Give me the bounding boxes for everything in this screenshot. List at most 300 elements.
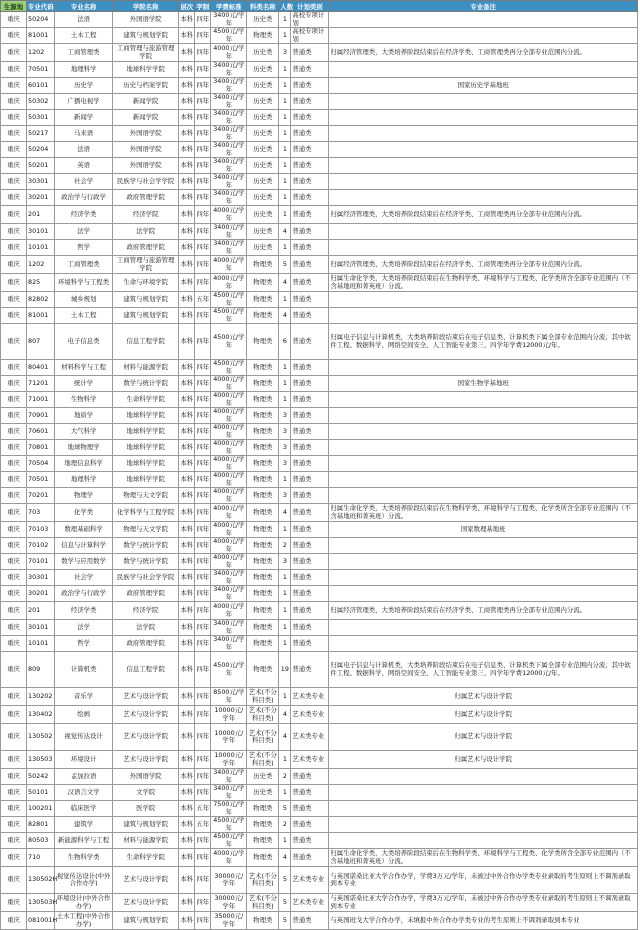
cell-remarks	[329, 538, 638, 554]
table-row[interactable]	[1, 28, 638, 44]
cell-major-code: 50302	[27, 94, 55, 110]
cell-major-code: 60101	[27, 78, 55, 94]
cell-level: 本科	[179, 174, 195, 190]
cell-major-name: 新闻学	[55, 110, 113, 126]
cell-subject-category: 历史类	[247, 94, 279, 110]
cell-level: 本科	[179, 308, 195, 324]
cell-subject-category: 物理类	[247, 488, 279, 504]
cell-remarks	[329, 554, 638, 570]
table-row[interactable]	[1, 636, 638, 652]
header-remarks[interactable]: 专业备注	[329, 1, 638, 12]
cell-quota: 1	[279, 360, 291, 376]
cell-origin: 重庆	[1, 142, 27, 158]
table-row[interactable]	[1, 801, 638, 817]
cell-remarks: 归属经济管理类，大类培养阶段结束后在经济学类、工商管理类再分全部专业范围内分流。	[329, 206, 638, 224]
cell-remarks	[329, 240, 638, 256]
cell-duration: 四年	[195, 570, 211, 586]
cell-subject-category: 物理类	[247, 849, 279, 867]
cell-origin: 重庆	[1, 586, 27, 602]
cell-plan-type: 艺术类专业	[291, 894, 329, 912]
cell-major-code: 50217	[27, 126, 55, 142]
table-row[interactable]	[1, 620, 638, 636]
cell-level: 本科	[179, 785, 195, 801]
cell-quota: 1	[279, 174, 291, 190]
cell-tuition: 4000元/学年	[211, 488, 247, 504]
cell-plan-type: 普通类	[291, 174, 329, 190]
table-row[interactable]	[1, 240, 638, 256]
cell-subject-category: 物理类	[247, 274, 279, 292]
cell-remarks: 与英国班戈大学合作办学，未填报中外合作办学类专业的考生原则上不调剂录取到本专业	[329, 912, 638, 930]
cell-major-code: 71001	[27, 392, 55, 408]
cell-major-name: 材料科学与工程	[55, 360, 113, 376]
table-row[interactable]	[1, 126, 638, 142]
cell-level: 本科	[179, 620, 195, 636]
cell-college-name: 建筑与规划学院	[113, 28, 179, 44]
cell-quota: 1	[279, 206, 291, 224]
cell-tuition: 4000元/学年	[211, 504, 247, 522]
cell-origin: 重庆	[1, 360, 27, 376]
cell-major-name: 生物科学类	[55, 849, 113, 867]
cell-level: 本科	[179, 894, 195, 912]
cell-major-code: 130402	[27, 706, 55, 724]
header-tuition[interactable]: 学费标准	[211, 1, 247, 12]
cell-duration: 四年	[195, 274, 211, 292]
table-row[interactable]	[1, 912, 638, 930]
table-row[interactable]	[1, 724, 638, 751]
header-origin[interactable]: 生源地	[1, 1, 27, 12]
cell-origin: 重庆	[1, 636, 27, 652]
cell-plan-type: 普通类	[291, 849, 329, 867]
cell-level: 本科	[179, 724, 195, 751]
cell-duration: 四年	[195, 652, 211, 688]
cell-major-name: 生物科学	[55, 392, 113, 408]
cell-college-name: 艺术与设计学院	[113, 706, 179, 724]
table-row[interactable]	[1, 408, 638, 424]
table-row[interactable]	[1, 256, 638, 274]
table-row[interactable]	[1, 174, 638, 190]
cell-origin: 重庆	[1, 912, 27, 930]
cell-subject-category: 物理类	[247, 472, 279, 488]
cell-plan-type: 普通类	[291, 94, 329, 110]
cell-remarks	[329, 636, 638, 652]
cell-quota: 1	[279, 28, 291, 44]
cell-major-code: 130503	[27, 751, 55, 769]
cell-tuition: 30000元/学年	[211, 867, 247, 894]
cell-major-code: 130502	[27, 724, 55, 751]
table-row[interactable]	[1, 554, 638, 570]
cell-plan-type: 普通类	[291, 586, 329, 602]
header-duration[interactable]: 学制	[196, 2, 210, 11]
cell-major-code: 825	[27, 274, 55, 292]
cell-duration: 四年	[195, 586, 211, 602]
table-row[interactable]	[1, 652, 638, 688]
cell-origin: 重庆	[1, 504, 27, 522]
cell-duration: 五年	[195, 801, 211, 817]
cell-college-name: 政府管理学院	[113, 636, 179, 652]
cell-duration: 四年	[195, 488, 211, 504]
cell-subject-category: 物理类	[247, 636, 279, 652]
table-row[interactable]	[1, 817, 638, 833]
cell-major-name: 地理科学	[55, 62, 113, 78]
header-subject-category[interactable]: 科类名称	[247, 1, 279, 12]
table-row[interactable]	[1, 110, 638, 126]
cell-subject-category: 物理类	[247, 652, 279, 688]
cell-subject-category: 物理类	[247, 392, 279, 408]
cell-college-name: 地球科学学院	[113, 62, 179, 78]
cell-duration: 四年	[195, 158, 211, 174]
cell-origin: 重庆	[1, 456, 27, 472]
cell-major-code: 201	[27, 206, 55, 224]
cell-quota: 4	[279, 724, 291, 751]
cell-tuition: 4000元/学年	[211, 274, 247, 292]
table-row[interactable]	[1, 894, 638, 912]
cell-college-name: 新闻学院	[113, 110, 179, 126]
cell-duration: 四年	[195, 94, 211, 110]
cell-tuition: 3400元/学年	[211, 78, 247, 94]
cell-origin: 重庆	[1, 751, 27, 769]
table-header	[1, 1, 638, 12]
cell-duration: 四年	[195, 472, 211, 488]
cell-level: 本科	[179, 12, 195, 28]
cell-level: 本科	[179, 158, 195, 174]
cell-remarks	[329, 785, 638, 801]
cell-tuition: 10000元/学年	[211, 751, 247, 769]
table-row[interactable]	[1, 224, 638, 240]
cell-subject-category: 历史类	[247, 126, 279, 142]
cell-level: 本科	[179, 376, 195, 392]
cell-plan-type: 普通类	[291, 440, 329, 456]
cell-subject-category: 物理类	[247, 538, 279, 554]
cell-tuition: 4000元/学年	[211, 376, 247, 392]
cell-major-name: 土木工程(中外合作办学)	[55, 912, 113, 930]
table-row[interactable]	[1, 785, 638, 801]
cell-level: 本科	[179, 62, 195, 78]
cell-tuition: 3400元/学年	[211, 769, 247, 785]
cell-origin: 重庆	[1, 894, 27, 912]
cell-remarks	[329, 190, 638, 206]
cell-major-name: 孟加拉语	[55, 769, 113, 785]
cell-level: 本科	[179, 28, 195, 44]
cell-level: 本科	[179, 224, 195, 240]
cell-tuition: 3400元/学年	[211, 240, 247, 256]
cell-major-name: 土木工程	[55, 28, 113, 44]
cell-major-name: 法语	[55, 12, 113, 28]
cell-tuition: 3400元/学年	[211, 586, 247, 602]
cell-major-name: 大气科学	[55, 424, 113, 440]
cell-major-code: 81001	[27, 308, 55, 324]
cell-remarks: 归属经济管理类，大类培养阶段结束后在经济学类、工商管理类再分全部专业范围内分流。	[329, 256, 638, 274]
cell-major-code: 70901	[27, 408, 55, 424]
table-row[interactable]	[1, 12, 638, 28]
table-row[interactable]	[1, 769, 638, 785]
cell-duration: 四年	[195, 126, 211, 142]
cell-origin: 重庆	[1, 724, 27, 751]
table-row[interactable]	[1, 324, 638, 360]
cell-duration: 四年	[195, 912, 211, 930]
cell-plan-type: 普通类	[291, 424, 329, 440]
cell-duration: 四年	[195, 706, 211, 724]
cell-level: 本科	[179, 424, 195, 440]
cell-subject-category: 历史类	[247, 224, 279, 240]
cell-remarks	[329, 360, 638, 376]
cell-major-code: 201	[27, 602, 55, 620]
cell-tuition: 8500元/学年	[211, 688, 247, 706]
table-row[interactable]	[1, 274, 638, 292]
cell-origin: 重庆	[1, 538, 27, 554]
cell-college-name: 数学与统计学院	[113, 538, 179, 554]
cell-remarks	[329, 408, 638, 424]
cell-college-name: 外国语学院	[113, 769, 179, 785]
table-row[interactable]	[1, 849, 638, 867]
table-row[interactable]	[1, 292, 638, 308]
cell-tuition: 4000元/学年	[211, 456, 247, 472]
cell-subject-category: 物理类	[247, 28, 279, 44]
table-row[interactable]	[1, 190, 638, 206]
table-row[interactable]	[1, 472, 638, 488]
header-quota[interactable]: 人数	[280, 2, 294, 11]
table-row[interactable]	[1, 570, 638, 586]
cell-subject-category: 物理类	[247, 586, 279, 602]
cell-major-code: 1202	[27, 44, 55, 62]
cell-college-name: 生命与环境学院	[113, 274, 179, 292]
cell-college-name: 数学与统计学院	[113, 376, 179, 392]
cell-college-name: 艺术与设计学院	[113, 724, 179, 751]
cell-plan-type: 普通类	[291, 538, 329, 554]
cell-major-name: 信息与计算科学	[55, 538, 113, 554]
table-row[interactable]	[1, 751, 638, 769]
cell-major-code: 30201	[27, 190, 55, 206]
cell-college-name: 艺术与设计学院	[113, 867, 179, 894]
table-row[interactable]	[1, 78, 638, 94]
cell-duration: 四年	[195, 894, 211, 912]
cell-quota: 5	[279, 867, 291, 894]
cell-remarks: 国家生物学基地班	[329, 376, 638, 392]
table-row[interactable]	[1, 308, 638, 324]
cell-origin: 重庆	[1, 602, 27, 620]
cell-college-name: 政府管理学院	[113, 586, 179, 602]
table-row[interactable]	[1, 706, 638, 724]
cell-college-name: 法学院	[113, 224, 179, 240]
table-row[interactable]	[1, 158, 638, 174]
cell-remarks: 归属生命化学类，大类培养阶段结束后在生物科学类、环境科学与工程类、化学类所含全部专业范围内（不含基地班和菁英班）分流。	[329, 274, 638, 292]
cell-quota: 1	[279, 292, 291, 308]
cell-subject-category: 历史类	[247, 240, 279, 256]
table-row[interactable]	[1, 833, 638, 849]
cell-major-name: 环境科学与工程类	[55, 274, 113, 292]
cell-tuition: 30000元/学年	[211, 894, 247, 912]
cell-level: 本科	[179, 206, 195, 224]
table-row[interactable]	[1, 360, 638, 376]
cell-level: 本科	[179, 274, 195, 292]
cell-tuition: 4000元/学年	[211, 602, 247, 620]
cell-subject-category: 物理类	[247, 456, 279, 472]
cell-duration: 四年	[195, 724, 211, 751]
header-major-code[interactable]: 专业代码	[28, 2, 54, 11]
cell-tuition: 4000元/学年	[211, 392, 247, 408]
cell-duration: 四年	[195, 324, 211, 360]
cell-major-code: 130502H	[27, 867, 55, 894]
cell-level: 本科	[179, 538, 195, 554]
cell-quota: 1	[279, 688, 291, 706]
cell-origin: 重庆	[1, 308, 27, 324]
cell-tuition: 3400元/学年	[211, 620, 247, 636]
cell-quota: 1	[279, 78, 291, 94]
cell-origin: 重庆	[1, 256, 27, 274]
table-row[interactable]	[1, 440, 638, 456]
cell-remarks	[329, 456, 638, 472]
cell-level: 本科	[179, 817, 195, 833]
cell-remarks	[329, 620, 638, 636]
cell-college-name: 外国语学院	[113, 126, 179, 142]
header-level[interactable]: 层次	[180, 2, 194, 11]
cell-plan-type: 普通类	[291, 652, 329, 688]
cell-college-name: 艺术与设计学院	[113, 894, 179, 912]
cell-subject-category: 物理类	[247, 833, 279, 849]
cell-major-name: 社会学	[55, 570, 113, 586]
cell-major-name: 社会学	[55, 174, 113, 190]
cell-plan-type: 普通类	[291, 240, 329, 256]
table-row[interactable]	[1, 586, 638, 602]
cell-remarks: 国家数理基地班	[329, 522, 638, 538]
cell-plan-type: 普通类	[291, 190, 329, 206]
cell-subject-category: 物理类	[247, 408, 279, 424]
table-row[interactable]	[1, 94, 638, 110]
table-row[interactable]	[1, 62, 638, 78]
header-plan-type[interactable]: 计划类别	[291, 1, 329, 12]
cell-college-name: 建筑与规划学院	[113, 292, 179, 308]
cell-major-code: 809	[27, 652, 55, 688]
cell-level: 本科	[179, 570, 195, 586]
cell-tuition: 3400元/学年	[211, 785, 247, 801]
cell-duration: 四年	[195, 360, 211, 376]
cell-plan-type: 普通类	[291, 833, 329, 849]
cell-level: 本科	[179, 849, 195, 867]
cell-origin: 重庆	[1, 190, 27, 206]
cell-major-name: 电子信息类	[55, 324, 113, 360]
table-row[interactable]	[1, 538, 638, 554]
cell-origin: 重庆	[1, 174, 27, 190]
cell-college-name: 建筑与规划学院	[113, 912, 179, 930]
cell-duration: 四年	[195, 751, 211, 769]
cell-subject-category: 历史类	[247, 190, 279, 206]
cell-level: 本科	[179, 360, 195, 376]
cell-major-name: 物理学	[55, 488, 113, 504]
cell-origin: 重庆	[1, 110, 27, 126]
cell-major-name: 广播电视学	[55, 94, 113, 110]
cell-plan-type: 普通类	[291, 769, 329, 785]
table-row[interactable]	[1, 867, 638, 894]
table-row[interactable]	[1, 142, 638, 158]
cell-major-code: 30301	[27, 174, 55, 190]
cell-quota: 5	[279, 912, 291, 930]
cell-plan-type: 普通类	[291, 602, 329, 620]
cell-tuition: 4000元/学年	[211, 424, 247, 440]
table-row[interactable]	[1, 376, 638, 392]
cell-quota: 1	[279, 833, 291, 849]
cell-quota: 3	[279, 424, 291, 440]
cell-subject-category: 物理类	[247, 801, 279, 817]
cell-tuition: 4000元/学年	[211, 256, 247, 274]
cell-tuition: 4000元/学年	[211, 554, 247, 570]
cell-origin: 重庆	[1, 440, 27, 456]
table-row[interactable]	[1, 688, 638, 706]
table-row[interactable]	[1, 206, 638, 224]
cell-origin: 重庆	[1, 240, 27, 256]
cell-major-code: 10101	[27, 636, 55, 652]
cell-tuition: 3400元/学年	[211, 570, 247, 586]
table-row[interactable]	[1, 424, 638, 440]
cell-major-name: 数理基础科学	[55, 522, 113, 538]
cell-origin: 重庆	[1, 706, 27, 724]
cell-college-name: 历史与档案学院	[113, 78, 179, 94]
cell-tuition: 4500元/学年	[211, 360, 247, 376]
table-row[interactable]	[1, 488, 638, 504]
cell-remarks	[329, 392, 638, 408]
cell-duration: 五年	[195, 292, 211, 308]
cell-tuition: 4500元/学年	[211, 817, 247, 833]
cell-major-name: 法学	[55, 620, 113, 636]
cell-quota: 1	[279, 110, 291, 126]
cell-plan-type: 普通类	[291, 158, 329, 174]
table-row[interactable]	[1, 392, 638, 408]
cell-quota: 5	[279, 894, 291, 912]
cell-duration: 四年	[195, 240, 211, 256]
cell-quota: 3	[279, 440, 291, 456]
cell-origin: 重庆	[1, 801, 27, 817]
cell-major-code: 081001H	[27, 912, 55, 930]
cell-major-name: 视觉传达设计	[55, 724, 113, 751]
cell-plan-type: 普通类	[291, 912, 329, 930]
cell-tuition: 4500元/学年	[211, 324, 247, 360]
cell-major-name: 建筑学	[55, 817, 113, 833]
table-row[interactable]	[1, 602, 638, 620]
cell-duration: 四年	[195, 44, 211, 62]
cell-major-code: 70501	[27, 472, 55, 488]
cell-quota: 2	[279, 538, 291, 554]
table-row[interactable]	[1, 504, 638, 522]
header-major-name[interactable]: 专业名称	[55, 1, 113, 12]
cell-level: 本科	[179, 688, 195, 706]
cell-remarks: 归属生命化学类，大类培养阶段结束后在生物科学类、环境科学与工程类、化学类所含全部专业范围内（不含基地班和菁英班）分流。	[329, 504, 638, 522]
cell-plan-type: 普通类	[291, 636, 329, 652]
cell-remarks	[329, 833, 638, 849]
cell-college-name: 民族学与社会学学院	[113, 174, 179, 190]
header-college-name[interactable]: 学院名称	[113, 1, 179, 12]
cell-major-code: 710	[27, 849, 55, 867]
cell-tuition: 4000元/学年	[211, 206, 247, 224]
cell-level: 本科	[179, 256, 195, 274]
cell-major-name: 哲学	[55, 636, 113, 652]
cell-origin: 重庆	[1, 849, 27, 867]
table-row[interactable]	[1, 44, 638, 62]
cell-major-name: 统计学	[55, 376, 113, 392]
cell-subject-category: 历史类	[247, 44, 279, 62]
cell-college-name: 艺术与设计学院	[113, 688, 179, 706]
cell-major-name: 法语	[55, 142, 113, 158]
cell-origin: 重庆	[1, 78, 27, 94]
table-row[interactable]	[1, 456, 638, 472]
cell-major-name: 地质学	[55, 408, 113, 424]
table-row[interactable]	[1, 522, 638, 538]
cell-college-name: 医学院	[113, 801, 179, 817]
cell-major-name: 英语	[55, 158, 113, 174]
cell-major-name: 经济学类	[55, 206, 113, 224]
cell-quota: 1	[279, 785, 291, 801]
cell-major-name: 哲学	[55, 240, 113, 256]
cell-duration: 四年	[195, 867, 211, 894]
cell-origin: 重庆	[1, 28, 27, 44]
cell-major-code: 30101	[27, 224, 55, 240]
